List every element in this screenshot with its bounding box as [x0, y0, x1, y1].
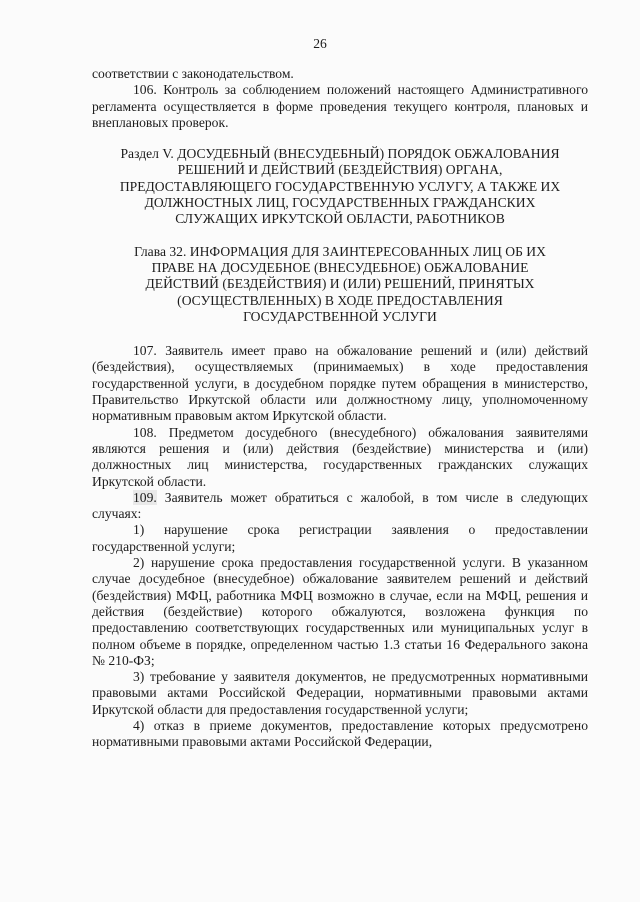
chapter-heading-line: (ОСУЩЕСТВЛЕННЫХ) В ХОДЕ ПРЕДОСТАВЛЕНИЯ — [177, 292, 503, 308]
chapter-heading-line: ДЕЙСТВИЙ (БЕЗДЕЙСТВИЯ) И (ИЛИ) РЕШЕНИЙ, ПРИНЯТЫХ — [145, 276, 535, 292]
list-item: 2) нарушение срока предоставления государственной услуги. В указанном случае досудебное (внесудебное) обжалование заявителем решений и действий (бездействия) МФЦ, работника МФЦ возможно в случае, если на МФЦ, решения и действия (бездействие) которого обжалуются, возложена функция по предоставлению соответствующих государственных или муниципальных услуг в полном объеме в порядке, определенном частью 1.3 статьи 16 Федерального закона № 210-ФЗ; — [92, 555, 588, 668]
paragraph-108: 108. Предметом досудебного (внесудебного) обжалования заявителями являются решения и (или) действия (бездействие) министерства и (или) должностных лиц министерства, государственных гражданских служащих Иркутской области. — [92, 424, 588, 489]
section-heading — [92, 146, 588, 227]
list-item: 1) нарушение срока регистрации заявления о предоставлении государственной услуги; — [92, 522, 588, 554]
paragraph-109-text: Заявитель может обратиться с жалобой, в том числе в следующих случаях: — [92, 489, 588, 522]
paragraph-109 — [92, 490, 588, 523]
list-item: 3) требование у заявителя документов, не предусмотренных нормативными правовыми актами Российской Федерации, нормативными правовыми актами Иркутской области для предоставления государственной услуги; — [92, 669, 588, 717]
chapter-heading-line: ГОСУДАРСТВЕННОЙ УСЛУГИ — [243, 308, 437, 324]
section-heading-line: Раздел V. ДОСУДЕБНЫЙ (ВНЕСУДЕБНЫЙ) ПОРЯДОК ОБЖАЛОВАНИЯ — [120, 146, 560, 162]
section-heading-line: СЛУЖАЩИХ ИРКУТСКОЙ ОБЛАСТИ, РАБОТНИКОВ — [175, 211, 505, 227]
chapter-heading-line: ПРАВЕ НА ДОСУДЕБНОЕ (ВНЕСУДЕБНОЕ) ОБЖАЛОВАНИЕ — [151, 259, 529, 275]
paragraph-continuation: соответствии с законодательством. — [92, 66, 294, 81]
section-heading-line: ДОЛЖНОСТНЫХ ЛИЦ, ГОСУДАРСТВЕННЫХ ГРАЖДАНСКИХ — [144, 195, 536, 211]
paragraph-109-number: 109. — [133, 489, 157, 505]
paragraph-107: 107. Заявитель имеет право на обжалование решений и (или) действий (бездействия), осуществляемых (принимаемых) в ходе предоставления государственной услуги, в досудебном порядке путем обращения в министерство, Правительство Иркутской области или должностному лицу, уполномоченному нормативным правовым актом Иркутской области. — [92, 343, 588, 424]
list-item: 4) отказ в приеме документов, предоставление которых предусмотрено нормативными правовыми актами Российской Федерации, — [92, 717, 588, 750]
section-heading-line: РЕШЕНИЙ И ДЕЙСТВИЙ (БЕЗДЕЙСТВИЯ) ОРГАНА, — [177, 162, 503, 178]
chapter-heading — [92, 244, 588, 325]
page-number: 26 — [313, 36, 327, 51]
page-content — [92, 66, 588, 751]
section-heading-line: ПРЕДОСТАВЛЯЮЩЕГО ГОСУДАРСТВЕННУЮ УСЛУГУ, А ТАКЖЕ ИХ — [119, 178, 561, 194]
chapter-heading-line: Глава 32. ИНФОРМАЦИЯ ДЛЯ ЗАИНТЕРЕСОВАННЫХ ЛИЦ ОБ ИХ — [134, 243, 546, 259]
paragraph-106: 106. Контроль за соблюдением положений настоящего Административного регламента осуществляется в форме проведения текущего контроля, плановых и внеплановых проверок. — [92, 82, 588, 130]
